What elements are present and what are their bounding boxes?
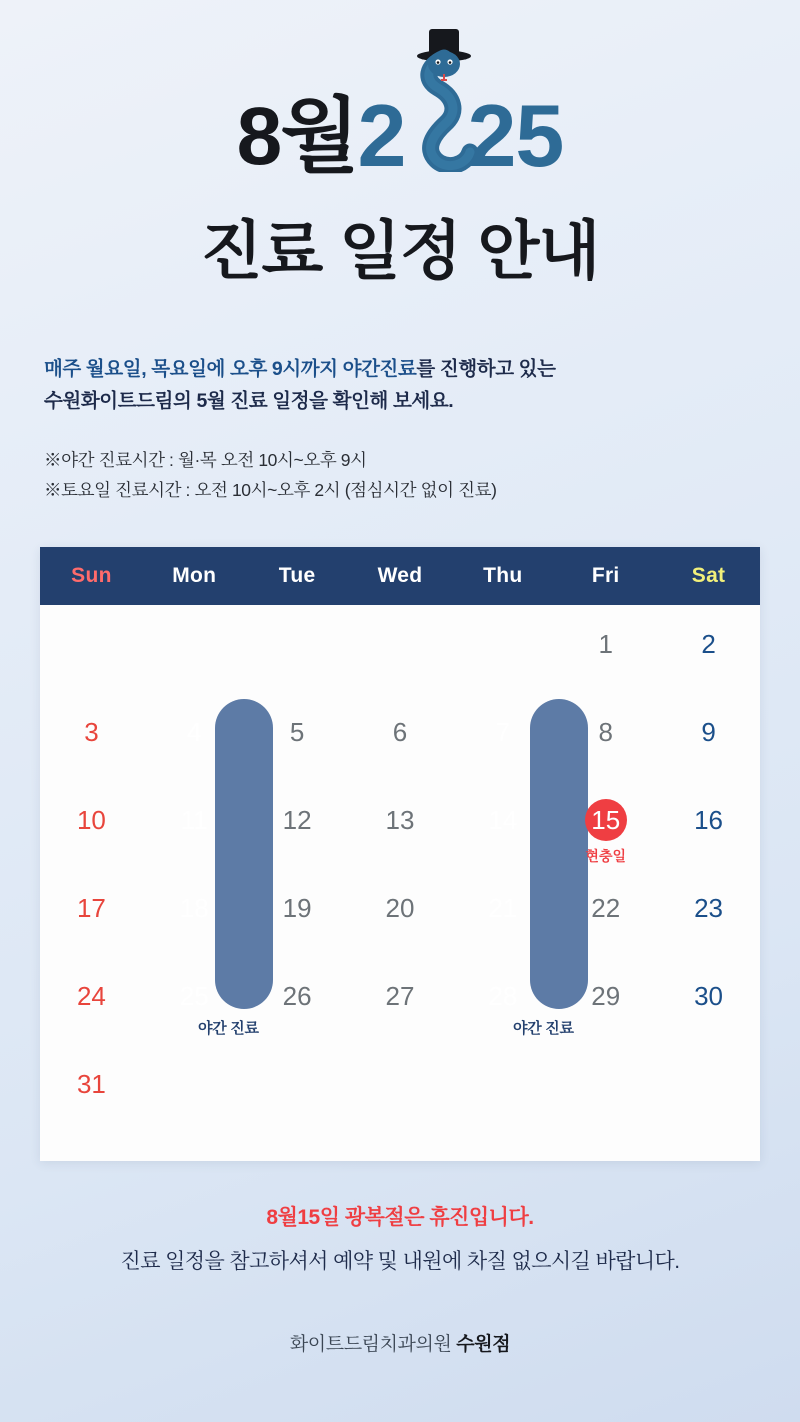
- calendar-day-number: 27: [385, 981, 415, 1012]
- title-row: [0, 60, 800, 185]
- calendar-day-label: 현충일: [585, 848, 626, 865]
- calendar: [40, 547, 760, 1161]
- calendar-day-number: 31: [76, 1069, 106, 1100]
- calendar-day-number: 11: [180, 805, 208, 836]
- calendar-day-cell[interactable]: [40, 1051, 143, 1139]
- calendar-empty-cell: [451, 611, 554, 699]
- intro-line-1: [44, 354, 756, 386]
- calendar-day-cell[interactable]: [657, 787, 760, 875]
- weekday-fri: Fri: [591, 564, 620, 588]
- intro-line-1-rest: 를 진행하고 있는: [416, 358, 556, 380]
- calendar-day-cell[interactable]: [554, 787, 657, 875]
- calendar-day-number: 26: [282, 981, 312, 1012]
- calendar-day-number: 8: [598, 717, 613, 748]
- calendar-day-number: 19: [282, 893, 312, 924]
- calendar-day-cell[interactable]: [40, 787, 143, 875]
- calendar-body: [40, 605, 760, 1161]
- calendar-empty-cell: [246, 1051, 349, 1139]
- clinic-branch: 수원점: [456, 1334, 511, 1356]
- calendar-day-cell[interactable]: [246, 699, 349, 787]
- calendar-day-number: 10: [76, 805, 106, 836]
- title-year-right: 25: [467, 86, 564, 185]
- calendar-day-cell[interactable]: [554, 875, 657, 963]
- calendar-day-number: 17: [76, 893, 106, 924]
- weekday-sat: Sat: [691, 564, 726, 588]
- calendar-weekday-header: [40, 547, 760, 605]
- calendar-day-number: 1: [598, 629, 613, 660]
- calendar-day-number: 20: [385, 893, 415, 924]
- page-title: 진료 일정 안내: [200, 215, 600, 287]
- calendar-day-cell[interactable]: [40, 699, 143, 787]
- calendar-day-number: 7: [495, 717, 511, 748]
- intro-highlight: 매주 월요일, 목요일에 오후 9시까지 야간진료: [44, 358, 417, 380]
- calendar-day-cell[interactable]: [40, 963, 143, 1051]
- note-saturday-hours: ※토요일 진료시간 : 오전 10시~오후 2시 (점심시간 없이 진료): [44, 480, 497, 501]
- weekday-sun: Sun: [71, 564, 112, 588]
- calendar-day-number: 2: [701, 629, 716, 660]
- weekday-mon: Mon: [172, 564, 217, 588]
- calendar-day-cell[interactable]: [657, 699, 760, 787]
- calendar-day-cell[interactable]: [451, 875, 554, 963]
- calendar-empty-cell: [143, 611, 246, 699]
- calendar-day-number: 22: [591, 893, 621, 924]
- weekday-thu: Thu: [483, 564, 523, 588]
- calendar-day-cell[interactable]: [657, 963, 760, 1051]
- calendar-day-cell[interactable]: [349, 875, 452, 963]
- calendar-day-number: 18: [179, 893, 209, 924]
- poster-header: [0, 0, 800, 292]
- calendar-day-cell[interactable]: [554, 699, 657, 787]
- calendar-day-number: 30: [694, 981, 724, 1012]
- calendar-day-number: 16: [694, 805, 724, 836]
- calendar-day-cell[interactable]: [554, 611, 657, 699]
- notes-block: [0, 445, 800, 505]
- calendar-empty-cell: [554, 1051, 657, 1139]
- calendar-day-number: 5: [289, 717, 305, 748]
- calendar-empty-cell: [451, 1051, 554, 1139]
- clinic-name: 화이트드림치과의원: [289, 1334, 457, 1356]
- night-label-monday: 야간 진료: [198, 1020, 259, 1038]
- calendar-day-number: 12: [282, 805, 312, 836]
- intro-block: [0, 354, 800, 417]
- calendar-empty-cell: [40, 611, 143, 699]
- calendar-day-number: 6: [392, 717, 408, 748]
- calendar-day-number: 21: [488, 893, 518, 924]
- calendar-day-cell[interactable]: [451, 699, 554, 787]
- weekday-wed: Wed: [377, 564, 423, 588]
- weekday-tue: Tue: [278, 564, 316, 588]
- calendar-day-cell[interactable]: [349, 699, 452, 787]
- calendar-empty-cell: [657, 1051, 760, 1139]
- calendar-day-number: 13: [385, 805, 415, 836]
- calendar-day-number: 28: [488, 981, 518, 1012]
- title-year-left: 2: [357, 86, 406, 185]
- calendar-day-number: 15: [585, 799, 627, 841]
- calendar-day-number: 25: [179, 981, 209, 1012]
- calendar-day-cell[interactable]: [657, 611, 760, 699]
- title-month: 8월: [236, 91, 358, 182]
- notice-block: [0, 1201, 800, 1275]
- calendar-day-cell[interactable]: [246, 787, 349, 875]
- calendar-day-number: 9: [701, 717, 716, 748]
- calendar-empty-cell: [349, 611, 452, 699]
- calendar-day-cell[interactable]: [246, 875, 349, 963]
- calendar-day-number: 4: [187, 717, 202, 748]
- calendar-grid: [40, 611, 760, 1139]
- calendar-empty-cell: [349, 1051, 452, 1139]
- calendar-day-cell[interactable]: [451, 787, 554, 875]
- clinic-brand: [0, 1329, 800, 1356]
- calendar-day-number: 3: [84, 717, 99, 748]
- notice-subtext: 진료 일정을 참고하셔서 예약 및 내원에 차질 없으시길 바랍니다.: [120, 1250, 680, 1274]
- calendar-day-cell[interactable]: [246, 963, 349, 1051]
- calendar-day-cell[interactable]: [349, 787, 452, 875]
- calendar-day-cell[interactable]: [40, 875, 143, 963]
- calendar-day-cell[interactable]: [349, 963, 452, 1051]
- calendar-day-number: 24: [76, 981, 106, 1012]
- calendar-day-cell[interactable]: [143, 699, 246, 787]
- calendar-day-cell[interactable]: [143, 875, 246, 963]
- calendar-day-number: 23: [694, 893, 724, 924]
- calendar-day-number: 14: [488, 805, 518, 836]
- calendar-day-cell[interactable]: [143, 787, 246, 875]
- calendar-empty-cell: [246, 611, 349, 699]
- calendar-day-cell[interactable]: [657, 875, 760, 963]
- intro-line-2: 수원화이트드림의 5월 진료 일정을 확인해 보세요.: [44, 389, 454, 412]
- note-night-hours: ※야간 진료시간 : 월·목 오전 10시~오후 9시: [44, 450, 367, 471]
- snake-mascot-icon: [396, 22, 492, 172]
- notice-holiday: 8월15일 광복절은 휴진입니다.: [266, 1206, 534, 1230]
- night-label-thursday: 야간 진료: [513, 1020, 574, 1038]
- calendar-day-number: 29: [591, 981, 621, 1012]
- calendar-empty-cell: [143, 1051, 246, 1139]
